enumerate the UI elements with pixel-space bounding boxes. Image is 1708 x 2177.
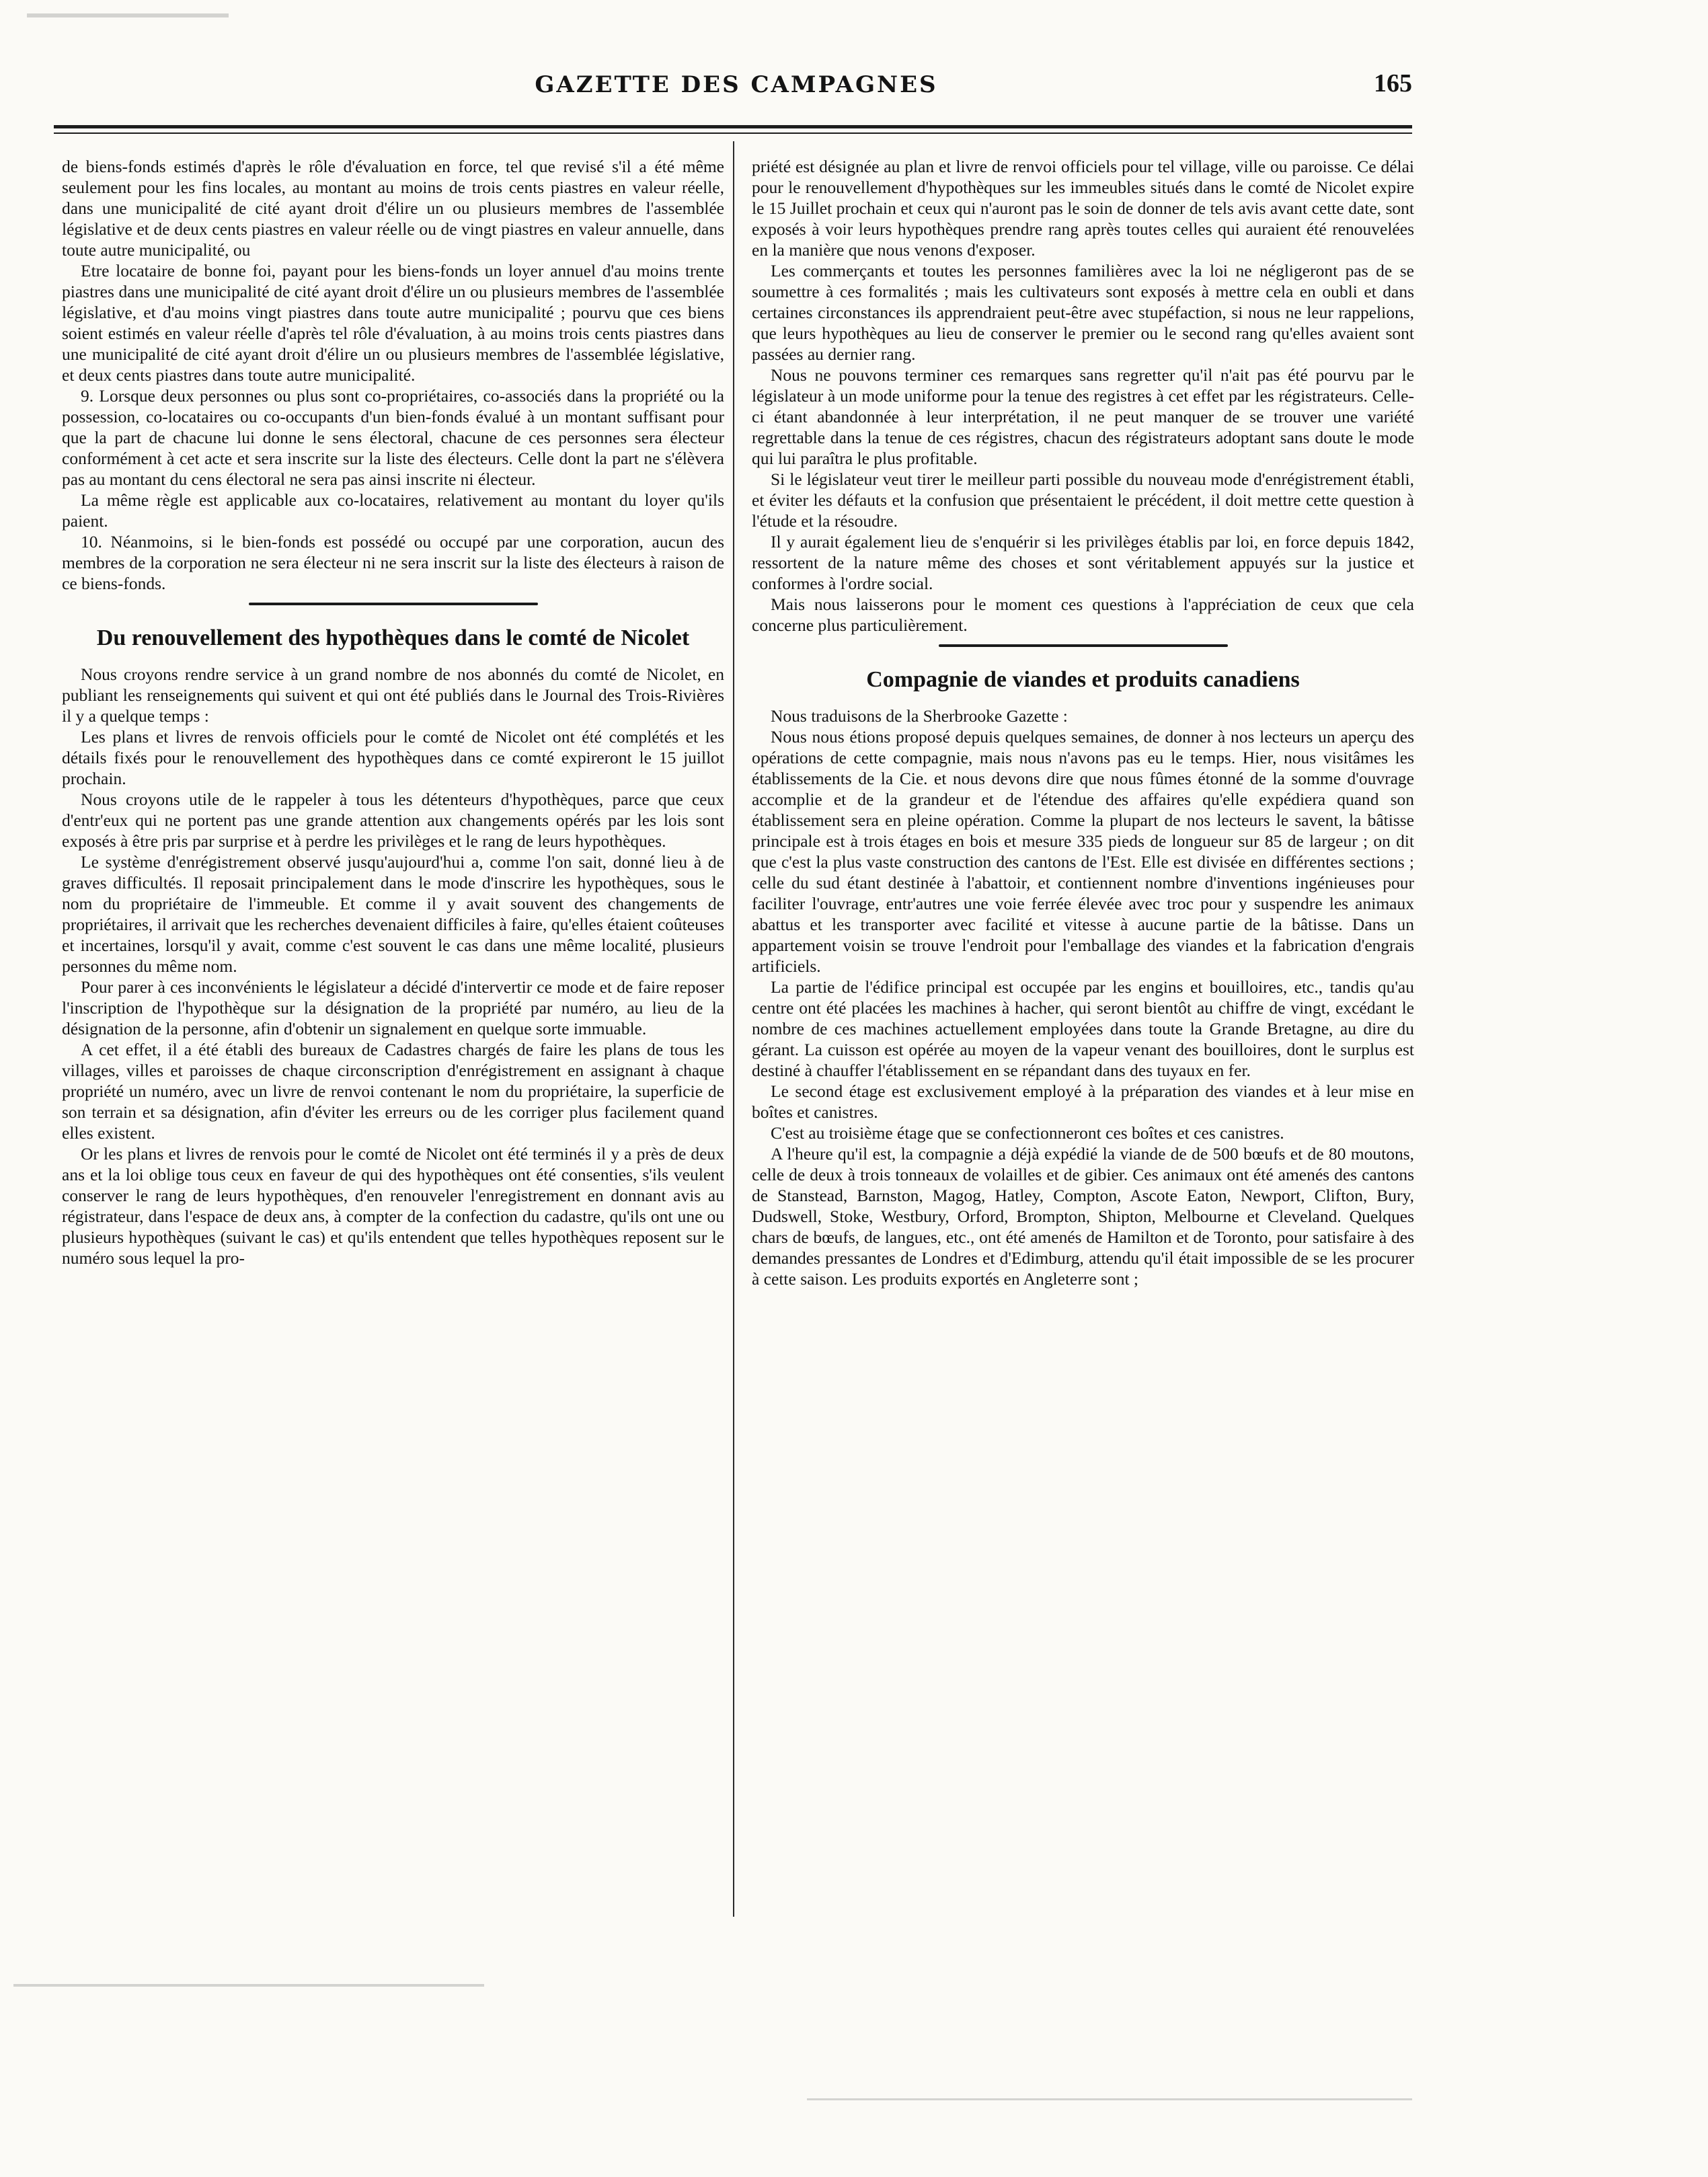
paragraph: Si le législateur veut tirer le meilleur parti possible du nouveau mode d'enrégistrement établi, et éviter les défauts et la confusion que présentaient le précédent, il doit mettre cette question à l'étude et la résoudre.	[752, 469, 1414, 531]
article-heading: Compagnie de viandes et produits canadiens	[866, 667, 1300, 692]
header-rule-thin	[54, 132, 1412, 134]
paragraph: Etre locataire de bonne foi, payant pour les biens-fonds un loyer annuel d'au moins trente piastres dans une municipalité de cité ayant droit d'élire un ou plusieurs membres de l'assemblée législative, et d'au moins vingt piastres dans toute autre municipalité ; pourvu que ces biens soient estimés en valeur réelle d'après tel rôle d'évaluation, à au moins trois cents piastres dans une municipalité de cité ayant droit d'élire un ou plusieurs membres de l'assemblée législative, et deux cents piastres dans toute autre municipalité.	[62, 261, 724, 385]
paragraph: Les commerçants et toutes les personnes familières avec la loi ne négligeront pas de se soumettre à ces formalités ; mais les cultivateurs sont exposés à mettre cela en oubli et dans certaines circonstances ils apprendraient peut-être avec stupéfaction, si nous ne leur rappelions, que leurs hypothèques au lieu de conserver le premier ou le second rang qu'elles avaient sont passées au dernier rang.	[752, 261, 1414, 364]
paragraph: La partie de l'édifice principal est occupée par les engins et bouilloires, etc., tandis qu'au centre ont été placées les machines à hacher, qui seront bientôt au chiffre de vingt, excédant le nombre de ces machines actuellement employées dans toute la Grande Bretagne, au dire du gérant. La cuisson est opérée au moyen de la vapeur venant des bouilloires, dont le surplus est destiné à chauffer l'établissement en se répandant dans des tuyaux en fer.	[752, 977, 1414, 1080]
paragraph: C'est au troisième étage que se confectionneront ces boîtes et ces canistres.	[771, 1123, 1284, 1143]
paragraph: Les plans et livres de renvois officiels pour le comté de Nicolet ont été complétés et les détails fixés pour le renouvellement des hypothèques dans ce comté expireront le 15 juillot prochain.	[62, 727, 724, 788]
column-divider	[733, 141, 734, 1917]
paragraph: Or les plans et livres de renvois pour le comté de Nicolet ont été terminés il y a près de deux ans et la loi oblige tous ceux en faveur de qui des hypothèques ont été consenties, s'ils veulent conserver le rang de leurs hypothèques, d'en renouveler l'enregistrement en donnant avis au régistrateur, dans l'espace de deux ans, à compter de la confection du cadastre, qu'ils ont une ou plusieurs hypothèques (suivant le cas) et qu'ils entendent que telles hypothèques reposent sur le numéro sous lequel la pro-	[62, 1144, 724, 1268]
paragraph: Nous traduisons de la Sherbrooke Gazette :	[771, 706, 1068, 726]
paragraph: de biens-fonds estimés d'après le rôle d'évaluation en force, tel que revisé s'il a été même seulement pour les fins locales, au montant au moins de trois cents piastres en valeur réelle, dans une municipalité de cité ayant droit d'élire un ou plusieurs membres de l'assemblée législative et de deux cents piastres en valeur réelle ou de vingt piastres en valeur annuelle, dans toute autre municipalité, ou	[62, 157, 724, 260]
right-column	[752, 156, 1414, 1289]
paragraph: priété est désignée au plan et livre de renvoi officiels pour tel village, ville ou paroisse. Ce délai pour le renouvellement d'hypothèques sur les immeubles situés dans le comté de Nicolet expire le 15 Juillet prochain et ceux qui n'auront pas le soin de donner de tels avis avant cette date, sont exposés à voir leurs hypothèques prendre rang après toutes celles qui auraient été renouvelées en la manière que nous venons d'exposer.	[752, 157, 1414, 260]
page-header	[61, 65, 1412, 105]
paragraph: Mais nous laisserons pour le moment ces questions à l'appréciation de ceux que cela concerne plus particulièrement.	[752, 595, 1414, 635]
running-title: GAZETTE DES CAMPAGNES	[535, 71, 938, 98]
article-heading: Du renouvellement des hypothèques dans le comté de Nicolet	[96, 625, 690, 650]
paragraph: Nous croyons utile de le rappeler à tous les détenteurs d'hypothèques, parce que ceux d'entr'eux qui ne portent pas une grande attention aux changements opérés par les lois sont exposés à être pris par surprise et à perdre les privilèges et le rang de leurs hypothèques.	[62, 790, 724, 851]
header-rule-thick	[54, 125, 1412, 128]
paragraph: Le second étage est exclusivement employé à la préparation des viandes et à leur mise en boîtes et canistres.	[752, 1081, 1414, 1122]
paragraph: 9. Lorsque deux personnes ou plus sont co-propriétaires, co-associés dans la propriété ou la possession, co-locataires ou co-occupants d'un bien-fonds évalué à un montant suffisant pour que la part de chacune lui donne le sens électoral, chacune de ces personnes sera électeur conformément à cet acte et sera inscrite sur la liste des électeurs. Celle dont la part ne s'élèvera pas au montant du cens électoral ne sera pas ainsi inscrite ni électeur.	[62, 386, 724, 489]
article-separator	[752, 636, 1414, 656]
scan-noise	[27, 13, 229, 17]
paragraph: 10. Néanmoins, si le bien-fonds est possédé ou occupé par une corporation, aucun des membres de la corporation ne sera électeur ni ne sera inscrit sur la liste des électeurs à raison de ce biens-fonds.	[62, 532, 724, 593]
scan-noise	[13, 1984, 484, 1987]
paragraph: Le système d'enrégistrement observé jusqu'aujourd'hui a, comme l'on sait, donné lieu à de graves difficultés. Il reposait principalement dans le mode d'inscrire les hypothèques, sous le nom du propriétaire de l'immeuble. Et comme il y avait souvent des changements de propriétaires, il arrivait que les recherches devenaient difficiles à faire, qu'elles étaient coûteuses et incertaines, lorsqu'il y avait, comme c'est souvent le cas dans une même localité, plusieurs personnes du même nom.	[62, 852, 724, 976]
paragraph: Nous ne pouvons terminer ces remarques sans regretter qu'il n'ait pas été pourvu par le législateur à un mode uniforme pour la tenue des registres à cet effet par les régistrateurs. Celle-ci étant abandonnée à leur interprétation, il ne peut manquer de se trouver une variété regrettable dans la tenue de ces régistres, chacun des régistrateurs adoptant sans doute le mode qui lui paraîtra le plus profitable.	[752, 365, 1414, 468]
paragraph: Pour parer à ces inconvénients le législateur a décidé d'intervertir ce mode et de faire reposer l'inscription de l'hypothèque sur la désignation de la propriété par numéro, au lieu de la désignation de la personne, afin d'obtenir un signalement en quelque sorte immuable.	[62, 977, 724, 1038]
paragraph: Nous croyons rendre service à un grand nombre de nos abonnés du comté de Nicolet, en publiant les renseignements qui suivent et qui ont été publiés dans le Journal des Trois-Rivières il y a quelque temps :	[62, 664, 724, 726]
paragraph: Il y aurait également lieu de s'enquérir si les privilèges établis par loi, en force depuis 1842, ressortent de la nature même des choses et sont véritablement appuyés sur la justice et conformes à l'ordre social.	[752, 532, 1414, 593]
page-number: 165	[1374, 69, 1412, 98]
left-column	[62, 156, 724, 1268]
article-separator	[62, 594, 724, 614]
paragraph: Nous nous étions proposé depuis quelques semaines, de donner à nos lecteurs un aperçu des opérations de cette compagnie, mais nous n'avons pas eu le temps. Hier, nous visitâmes les établissements de la Cie. et nous devons dire que nous fûmes étonné de la somme d'ouvrage accomplie et de la grandeur et de l'étendue des affaires qu'elle expédiera quand son établissement sera en pleine opération. Comme la plupart de nos lecteurs le savent, la bâtisse principale est à trois étages en bois et mesure 335 pieds de longueur sur 85 de largeur ; on dit que c'est la plus vaste construction des cantons de l'Est. Elle est divisée en différentes sections ; celle du sud étant destinée à l'abattoir, et contiennent nombre d'inventions ingénieuses pour faciliter l'ouvrage, entr'autres une voie ferrée élevée avec troc pour y suspendre les animaux abattus et les transporter avec facilité et vitesse à aucune partie de la bâtisse. Dans un appartement voisin se trouve l'endroit pour l'emballage des viandes et la fabrication d'engrais artificiels.	[752, 727, 1414, 976]
paragraph: A cet effet, il a été établi des bureaux de Cadastres chargés de faire les plans de tous les villages, villes et paroisses de chaque circonscription d'enrégistrement en assignant à chaque propriété un numéro, avec un livre de renvoi contenant le nom du propriétaire, la superficie de son terrain et sa désignation, afin d'éviter les erreurs ou de les corriger plus facilement quand elles existent.	[62, 1040, 724, 1143]
paragraph: La même règle est applicable aux co-locataires, relativement au montant du loyer qu'ils paient.	[62, 490, 724, 531]
paragraph: A l'heure qu'il est, la compagnie a déjà expédié la viande de de 500 bœufs et de 80 moutons, celle de deux à trois tonneaux de volailles et de gibier. Ces animaux ont été amenés des cantons de Stanstead, Barnston, Magog, Hatley, Compton, Ascote Eaton, Newport, Clifton, Bury, Dudswell, Stoke, Westbury, Orford, Brompton, Shipton, Melbourne et Cleveland. Quelques chars de bœufs, de langues, etc., ont été amenés de Hamilton et de Toronto, pour satisfaire à des demandes pressantes de Londres et d'Edimburg, attendu qu'il était impossible de se les procurer à cette saison. Les produits exportés en Angleterre sont ;	[752, 1144, 1414, 1289]
scan-noise	[807, 2098, 1412, 2100]
